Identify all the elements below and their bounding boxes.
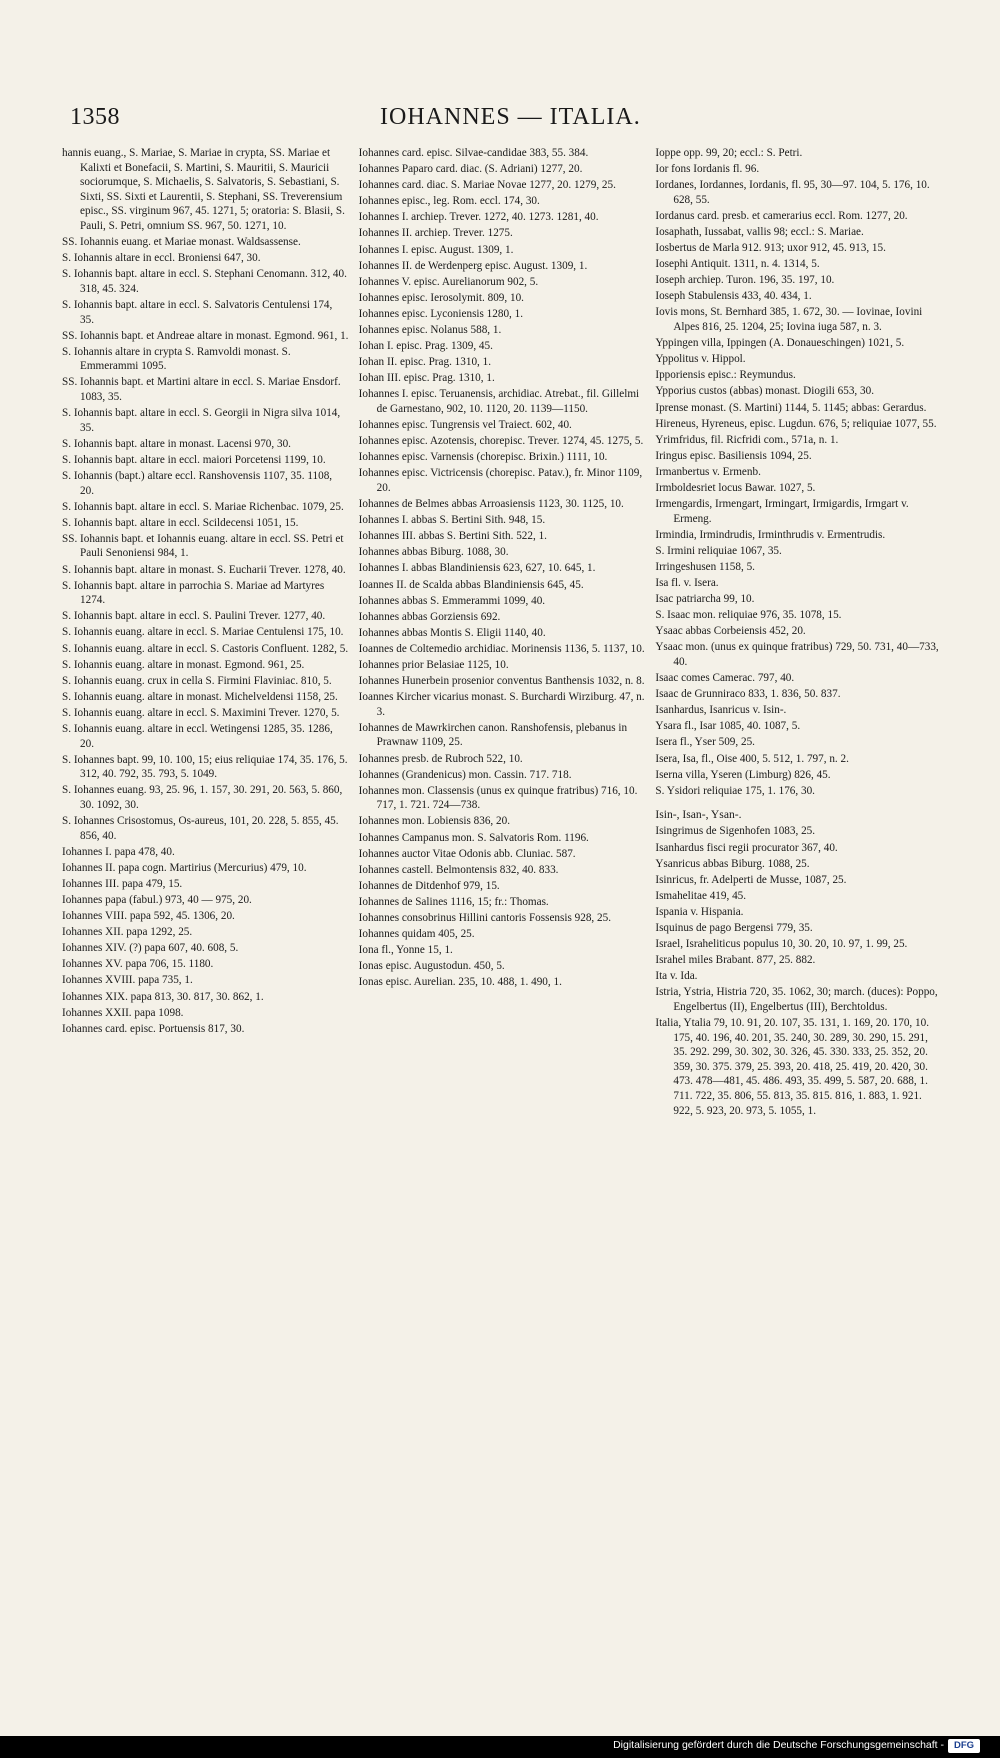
index-entry: Ysara fl., Isar 1085, 40. 1087, 5. bbox=[655, 720, 801, 733]
index-entry: Irmengardis, Irmengart, Irmingart, Irmigardis, Irmgart v. Ermeng. bbox=[655, 498, 909, 525]
index-entry: Iohannes presb. de Rubroch 522, 10. bbox=[358, 752, 523, 765]
index-entry: Isin-, Isan-, Ysan-. bbox=[655, 808, 742, 822]
index-entry: S. Iohannis euang. altare in monast. Egmond. 961, 25. bbox=[62, 658, 305, 671]
index-entry: Isera, Isa, fl., Oise 400, 5. 512, 1. 797, n. 2. bbox=[655, 752, 849, 765]
index-entry: Ionas episc. Augustodun. 450, 5. bbox=[358, 960, 505, 973]
index-entry: Irmindia, Irmindrudis, Irminthrudis v. Ermentrudis. bbox=[655, 528, 886, 541]
index-entry: Iohannes I. papa 478, 40. bbox=[62, 845, 175, 858]
index-entry: Isaac de Grunniraco 833, 1. 836, 50. 837. bbox=[655, 688, 841, 701]
index-entry: S. Iohannes euang. 93, 25. 96, 1. 157, 30. 291, 20. 563, 5. 860, 30. 1092, 30. bbox=[62, 784, 343, 811]
index-entry: Israhel miles Brabant. 877, 25. 882. bbox=[655, 954, 816, 967]
index-entry: Yppolitus v. Hippol. bbox=[655, 353, 746, 366]
index-entry: Iohannes de Ditdenhof 979, 15. bbox=[358, 879, 500, 892]
index-entry: Iona fl., Yonne 15, 1. bbox=[358, 944, 453, 957]
index-entry: S. Iohannis bapt. altare in eccl. S. Paulini Trever. 1277, 40. bbox=[62, 610, 326, 623]
index-entry: Ipporiensis episc.: Reymundus. bbox=[655, 369, 796, 382]
dfg-logo: DFG bbox=[948, 1739, 980, 1753]
index-entry: S. Iohannis euang. altare in monast. Michelveldensi 1158, 25. bbox=[62, 690, 338, 703]
index-entry: SS. Iohannis bapt. et Martini altare in eccl. S. Mariae Ensdorf. 1083, 35. bbox=[62, 376, 341, 403]
index-entry: Iosephi Antiquit. 1311, n. 4. 1314, 5. bbox=[655, 258, 820, 271]
index-entry: Iohannes II. archiep. Trever. 1275. bbox=[358, 227, 513, 240]
index-entry: S. Iohannis euang. crux in cella S. Firmini Flaviniac. 810, 5. bbox=[62, 674, 332, 687]
index-entry: Iohannes mon. Classensis (unus ex quinque fratribus) 716, 10. 717, 1. 721. 724—738. bbox=[358, 784, 638, 812]
index-entry: Isac patriarcha 99, 10. bbox=[655, 593, 755, 606]
index-entry: Iohannes auctor Vitae Odonis abb. Cluniac. 587. bbox=[358, 847, 576, 860]
index-entry: Israel, Israheliticus populus 10, 30. 20, 10. 97, 1. 99, 25. bbox=[655, 938, 908, 951]
index-entry: Ioppe opp. 99, 20; eccl.: S. Petri. bbox=[655, 147, 803, 159]
index-entry: Iohannes Paparo card. diac. (S. Adriani) 1277, 20. bbox=[358, 163, 583, 176]
index-entry: Iohannes I. archiep. Trever. 1272, 40. 1273. 1281, 40. bbox=[358, 211, 599, 224]
index-entry: S. Iohannes Crisostomus, Os-aureus, 101, 20. 228, 5. 855, 45. 856, 40. bbox=[62, 815, 339, 842]
index-entry: Isinricus, fr. Adelperti de Musse, 1087, 25. bbox=[655, 873, 847, 886]
index-entry: Iohannes episc. Azotensis, chorepisc. Trever. 1274, 45. 1275, 5. bbox=[358, 435, 644, 448]
index-entry: Iohannes prior Belasiae 1125, 10. bbox=[358, 659, 509, 671]
index-entry: Isaac comes Camerac. 797, 40. bbox=[655, 672, 795, 685]
index-entry: Iohannes XIX. papa 813, 30. 817, 30. 862, 1. bbox=[62, 990, 264, 1003]
column-middle bbox=[359, 146, 646, 1651]
index-entry: Iohannes episc. Victricensis (chorepisc. Patav.), fr. Minor 1109, 20. bbox=[358, 467, 643, 494]
index-entry: S. Iohannis (bapt.) altare eccl. Ranshovensis 1107, 35. 1108, 20. bbox=[62, 469, 333, 497]
index-entry: Iringus episc. Basiliensis 1094, 25. bbox=[655, 449, 812, 462]
running-head: IOHANNES — ITALIA. bbox=[380, 104, 641, 130]
index-entry: Isquinus de pago Bergensi 779, 35. bbox=[655, 922, 813, 934]
index-entry: SS. Iohannis bapt. et Andreae altare in monast. Egmond. 961, 1. bbox=[62, 329, 349, 342]
index-entry: Italia, Ytalia 79, 10. 91, 20. 107, 35. 131, 1. 169, 20. 170, 10. 175, 40. 196, 40. 201, 35. 240, 30. 289, 30. 290, 15. 291, 35. 292. 299, 30. 302, 30. 326, 45. 330. 333, 25. 352, 20. 359, 30. 375. 379, 25. 393, 20. 418, 25. 419, 20. 420, 30. 473. 478—481, 45. 486. 493, 35. 499, 5. 587, 20. 688, 1. 711. 722, 35. 806, 55. 813, 35. 815. 816, 1. 883, 1. 921. 922, 5. 923, 20. 973, 5. 1055, 1. bbox=[655, 1017, 929, 1117]
index-entry: Iohannes consobrinus Hillini cantoris Fossensis 928, 25. bbox=[358, 912, 611, 924]
index-entry: Hireneus, Hyreneus, episc. Lugdun. 676, 5; reliquiae 1077, 55. bbox=[655, 417, 937, 430]
index-entry: Ior fons Iordanis fl. 96. bbox=[655, 163, 760, 176]
index-entry: Iovis mons, St. Bernhard 385, 1. 672, 30. — Iovinae, Iovini Alpes 816, 25. 1204, 25; Iovina iuga 587, n. 3. bbox=[655, 306, 923, 334]
index-entry: Iohannes Campanus mon. S. Salvatoris Rom. 1196. bbox=[358, 831, 589, 844]
column-left bbox=[62, 146, 349, 1651]
index-entry: Iohannes XXII. papa 1098. bbox=[62, 1006, 184, 1019]
index-entry: S. Ysidori reliquiae 175, 1. 176, 30. bbox=[655, 784, 815, 797]
index-entry: S. Iohannis altare in eccl. Broniensi 647, 30. bbox=[62, 252, 261, 265]
index-entry: Iohannes abbas Montis S. Eligii 1140, 40. bbox=[358, 626, 546, 639]
index-entry: Iohannes episc. Tungrensis vel Traiect. 602, 40. bbox=[358, 419, 572, 432]
index-entry: S. Iohannis bapt. altare in monast. Lacensi 970, 30. bbox=[62, 437, 291, 450]
index-entry: S. Iohannis euang. altare in eccl. S. Castoris Confluent. 1282, 5. bbox=[62, 642, 349, 655]
index-entry: Iohannes abbas Gorziensis 692. bbox=[358, 610, 501, 623]
index-entry: Iohan I. episc. Prag. 1309, 45. bbox=[358, 340, 493, 353]
index-entry: S. Iohannis bapt. altare in eccl. S. Salvatoris Centulensi 174, 35. bbox=[62, 298, 333, 326]
index-entry: Iohannes II. papa cogn. Martirius (Mercurius) 479, 10. bbox=[62, 861, 307, 874]
index-entry: S. Iohannis bapt. altare in monast. S. Eucharii Trever. 1278, 40. bbox=[62, 563, 346, 576]
index-entry: Isingrimus de Sigenhofen 1083, 25. bbox=[655, 825, 816, 838]
index-entry: Isanhardus fisci regii procurator 367, 40. bbox=[655, 841, 838, 854]
index-entry: S. Iohannes bapt. 99, 10. 100, 15; eius reliquiae 174, 35. 176, 5. 312, 40. 792, 35. 793, 5. 1049. bbox=[62, 753, 348, 781]
index-entry: Iohannes card. episc. Portuensis 817, 30. bbox=[62, 1022, 245, 1035]
column-right bbox=[655, 146, 942, 1651]
index-entry: Iohannes (Grandenicus) mon. Cassin. 717. 718. bbox=[358, 768, 572, 781]
index-entry: SS. Iohannis euang. et Mariae monast. Waldsassense. bbox=[62, 236, 301, 249]
index-entry: Iohan III. episc. Prag. 1310, 1. bbox=[358, 372, 495, 385]
index-entry: SS. Iohannis bapt. et Iohannis euang. altare in eccl. SS. Petri et Pauli Senoniensi 984, 1. bbox=[62, 532, 344, 560]
index-entry: Iohannes episc. Nolanus 588, 1. bbox=[358, 324, 502, 337]
index-entry: S. Iohannis euang. altare in eccl. S. Maximini Trever. 1270, 5. bbox=[62, 706, 340, 719]
index-entry: Irmanbertus v. Ermenb. bbox=[655, 465, 761, 478]
index-entry: Iohannes mon. Lobiensis 836, 20. bbox=[358, 815, 510, 828]
footer-credit: Digitalisierung gefördert durch die Deutsche Forschungsgemeinschaft - bbox=[613, 1739, 944, 1751]
index-entry: Iohannes de Salines 1116, 15; fr.: Thomas. bbox=[358, 895, 549, 908]
index-entry: Iohannes abbas Biburg. 1088, 30. bbox=[358, 546, 509, 559]
index-entry: Iohannes quidam 405, 25. bbox=[358, 928, 475, 941]
index-entry: Iordanes, Iordannes, Iordanis, fl. 95, 30—97. 104, 5. 176, 10. 628, 55. bbox=[655, 179, 930, 206]
index-entry: Iohannes V. episc. Aurelianorum 902, 5. bbox=[358, 275, 539, 288]
index-entry: Iserna villa, Yseren (Limburg) 826, 45. bbox=[655, 768, 831, 781]
index-entry: Ionas episc. Aurelian. 235, 10. 488, 1. 490, 1. bbox=[358, 976, 562, 989]
index-entry: Iohannes III. abbas S. Bertini Sith. 522, 1. bbox=[358, 530, 547, 543]
index-entry: Ioseph archiep. Turon. 196, 35. 197, 10. bbox=[655, 274, 835, 287]
index-entry: Isanhardus, Isanricus v. Isin-. bbox=[655, 704, 787, 717]
index-entry: S. Iohannis bapt. altare in parrochia S. Mariae ad Martyres 1274. bbox=[62, 579, 325, 607]
index-entry: Irmboldesriet locus Bawar. 1027, 5. bbox=[655, 481, 816, 494]
index-entry: Iohan II. episc. Prag. 1310, 1. bbox=[358, 356, 492, 369]
index-entry: Isera fl., Yser 509, 25. bbox=[655, 736, 755, 749]
index-entry: Iohannes Hunerbein prosenior conventus Banthensis 1032, n. 8. bbox=[358, 675, 645, 688]
index-entry: Ysaac abbas Corbeiensis 452, 20. bbox=[655, 625, 806, 638]
index-entry: Iohannes de Belmes abbas Arroasiensis 1123, 30. 1125, 10. bbox=[358, 498, 624, 511]
index-entry: Iohannes I. episc. Teruanensis, archidiac. Atrebat., fil. Gillelmi de Garnestano, 902, 10. 1120, 20. 1139—1150. bbox=[358, 388, 640, 415]
index-entry: Ioannes de Coltemedio archidiac. Morinensis 1136, 5. 1137, 10. bbox=[358, 642, 645, 655]
index-entry: Iohannes XIV. (?) papa 607, 40. 608, 5. bbox=[62, 942, 239, 955]
index-entry: Iohannes card. diac. S. Mariae Novae 1277, 20. 1279, 25. bbox=[358, 179, 616, 192]
index-entry: Ysanricus abbas Biburg. 1088, 25. bbox=[655, 857, 810, 870]
index-entry: S. Isaac mon. reliquiae 976, 35. 1078, 15. bbox=[655, 609, 842, 622]
index-entry: Iohannes de Mawrkirchen canon. Ranshofensis, plebanus in Prawnaw 1109, 25. bbox=[358, 721, 628, 749]
index-entry: Iohannes episc. Ierosolymit. 809, 10. bbox=[358, 291, 524, 304]
index-entry: Iprense monast. (S. Martini) 1144, 5. 1145; abbas: Gerardus. bbox=[655, 401, 927, 414]
index-entry: Irringeshusen 1158, 5. bbox=[655, 560, 755, 573]
index-entry: Iohannes episc., leg. Rom. eccl. 174, 30. bbox=[358, 195, 540, 208]
index-entry: Ioseph Stabulensis 433, 40. 434, 1. bbox=[655, 290, 812, 303]
index-entry: hannis euang., S. Mariae, S. Mariae in crypta, SS. Mariae et Kalixti et Bonefacii, S. Martini, S. Mauritii, S. Mauricii sociorumque, S. Michaelis, S. Salvatoris, S. Sebastiani, S. Sixti, SS. Sixti et Laurentii, S. Stephani, SS. Treverensium episc., SS. virginum 967, 45. 1271, 5; oratoria: S. Blasii, S. Pauli, S. Petri, omnium SS. 967, 50. 1271, 10. bbox=[62, 147, 345, 232]
index-entry: Iosbertus de Marla 912. 913; uxor 912, 45. 913, 15. bbox=[655, 242, 886, 255]
index-entry: S. Iohannis bapt. altare in eccl. maiori Porcetensi 1199, 10. bbox=[62, 453, 326, 466]
index-entry: Iohannes XV. papa 706, 15. 1180. bbox=[62, 958, 214, 971]
index-entry: Ysaac mon. (unus ex quinque fratribus) 729, 50. 731, 40—733, 40. bbox=[655, 641, 939, 668]
index-entry: S. Iohannis bapt. altare in eccl. Scildecensi 1051, 15. bbox=[62, 516, 299, 529]
index-entry: Iordanus card. presb. et camerarius eccl. Rom. 1277, 20. bbox=[655, 209, 908, 222]
index-entry: Iohannes XVIII. papa 735, 1. bbox=[62, 974, 193, 987]
index-entry: Istria, Ystria, Histria 720, 35. 1062, 30; march. (duces): Poppo, Engelbertus (II), Engelbertus (III), Berchtoldus. bbox=[655, 986, 938, 1013]
index-entry: Ioannes Kircher vicarius monast. S. Burchardi Wirziburg. 47, n. 3. bbox=[358, 691, 645, 718]
index-entry: S. Iohannis bapt. altare in eccl. S. Mariae Richenbac. 1079, 25. bbox=[62, 500, 344, 513]
index-entry: Iohannes abbas S. Emmerammi 1099, 40. bbox=[358, 594, 546, 607]
page-number: 1358 bbox=[70, 104, 120, 130]
index-entry: Iohannes VIII. papa 592, 45. 1306, 20. bbox=[62, 910, 235, 923]
index-entry: Ispania v. Hispania. bbox=[655, 905, 744, 918]
index-entry: Isa fl. v. Isera. bbox=[655, 577, 719, 590]
index-entry: Iosaphath, Iussabat, vallis 98; eccl.: S. Mariae. bbox=[655, 225, 864, 238]
index-entry: S. Iohannis bapt. altare in eccl. S. Georgii in Nigra silva 1014, 35. bbox=[62, 407, 341, 434]
index-entry: S. Iohannis euang. altare in eccl. Wetingensi 1285, 35. 1286, 20. bbox=[62, 722, 333, 750]
index-entry: Yrimfridus, fil. Ricfridi com., 571a, n. 1. bbox=[655, 433, 839, 446]
index-entry: Iohannes I. episc. August. 1309, 1. bbox=[358, 243, 514, 256]
index-entry: S. Iohannis euang. altare in eccl. S. Mariae Centulensi 175, 10. bbox=[62, 626, 344, 639]
index-entry: S. Iohannis bapt. altare in eccl. S. Stephani Cenomann. 312, 40. 318, 45. 324. bbox=[62, 268, 347, 295]
index-entry: Iohannes papa (fabul.) 973, 40 — 975, 20. bbox=[62, 894, 252, 906]
index-entry: Iohannes episc. Varnensis (chorepisc. Brixin.) 1111, 10. bbox=[358, 451, 608, 464]
index-entry: Ita v. Ida. bbox=[655, 970, 698, 983]
index-entry: Ismahelitae 419, 45. bbox=[655, 889, 747, 902]
index-entry: Iohannes episc. Lyconiensis 1280, 1. bbox=[358, 307, 524, 320]
index-entry: Yppingen villa, Ippingen (A. Donaueschingen) 1021, 5. bbox=[655, 337, 905, 350]
index-entry: S. Iohannis altare in crypta S. Ramvoldi monast. S. Emmerammi 1095. bbox=[62, 345, 291, 373]
index-entry: S. Irmini reliquiae 1067, 35. bbox=[655, 544, 782, 557]
index-entry: Iohannes I. abbas Blandiniensis 623, 627, 10. 645, 1. bbox=[358, 562, 596, 575]
index-entry: Ypporius custos (abbas) monast. Diogili 653, 30. bbox=[655, 385, 875, 398]
index-entry: Iohannes XII. papa 1292, 25. bbox=[62, 926, 193, 939]
index-entry: Ioannes II. de Scalda abbas Blandiniensis 645, 45. bbox=[358, 578, 584, 591]
index-entry: Iohannes III. papa 479, 15. bbox=[62, 877, 183, 890]
index-columns bbox=[62, 146, 942, 1651]
index-entry: Iohannes II. de Werdenperg episc. August. 1309, 1. bbox=[358, 259, 588, 272]
index-entry: Iohannes castell. Belmontensis 832, 40. 833. bbox=[358, 863, 559, 876]
index-entry: Iohannes card. episc. Silvae-candidae 383, 55. 384. bbox=[358, 147, 589, 159]
index-entry: Iohannes I. abbas S. Bertini Sith. 948, 15. bbox=[358, 514, 546, 527]
